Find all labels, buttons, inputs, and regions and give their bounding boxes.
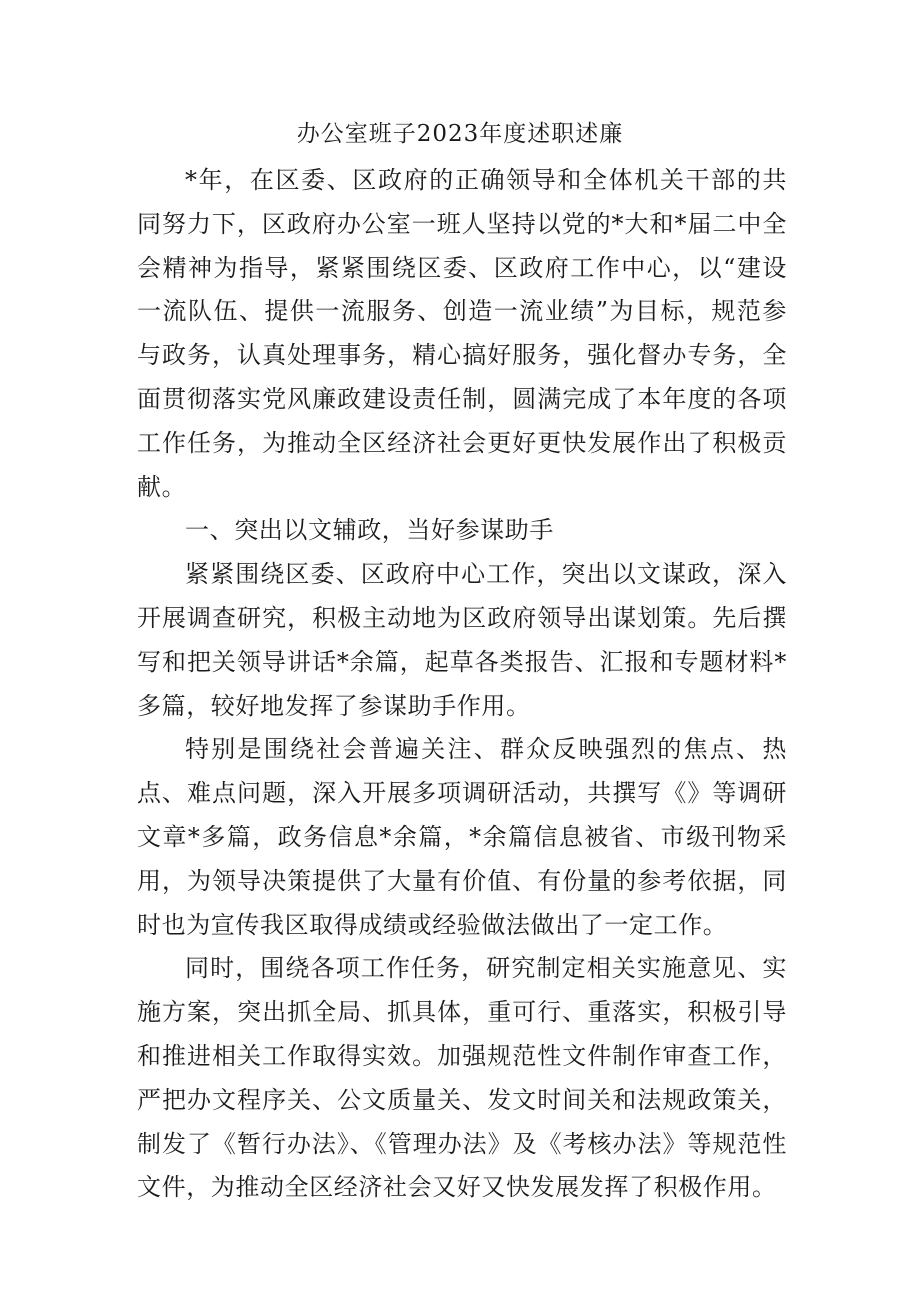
body-paragraph: 紧紧围绕区委、区政府中心工作，突出以文谋政，深入开展调查研究，积极主动地为区政府领导出谋划策。先后撰写和把关领导讲话*余篇，起草各类报告、汇报和专题材料*多篇，较好地发挥了参谋助手作用。 — [137, 560, 787, 720]
body-paragraph: 同时，围绕各项工作任务，研究制定相关实施意见、实施方案，突出抓全局、抓具体，重可行、重落实，积极引导和推进相关工作取得实效。加强规范性文件制作审查工作，严把办文程序关、公文质量关、发文时间关和法规政策关，制发了《暂行办法》、《管理办法》及《考核办法》等规范性文件，为推动全区经济社会又好又快发展发挥了积极作用。 — [137, 954, 787, 1202]
document-body — [137, 159, 787, 1210]
document-title: 办公室班子2023年度述职述廉 — [296, 121, 624, 147]
section-heading: 一、突出以文辅政，当好参谋助手 — [185, 516, 554, 545]
intro-paragraph: *年，在区委、区政府的正确领导和全体机关干部的共同努力下，区政府办公室一班人坚持以党的*大和*届二中全会精神为指导，紧紧围绕区委、区政府工作中心，以“建设一流队伍、提供一流服务、创造一流业绩”为目标，规范参与政务，认真处理事务，精心搞好服务，强化督办专务，全面贯彻落实党风廉政建设责任制，圆满完成了本年度的各项工作任务，为推动全区经济社会更好更快发展作出了积极贡献。 — [137, 166, 787, 501]
body-paragraph: 特别是围绕社会普遍关注、群众反映强烈的焦点、热点、难点问题，深入开展多项调研活动，共撰写《》等调研文章*多篇，政务信息*余篇，*余篇信息被省、市级刊物采用，为领导决策提供了大量有价值、有份量的参考依据，同时也为宣传我区取得成绩或经验做法做出了一定工作。 — [137, 735, 787, 939]
